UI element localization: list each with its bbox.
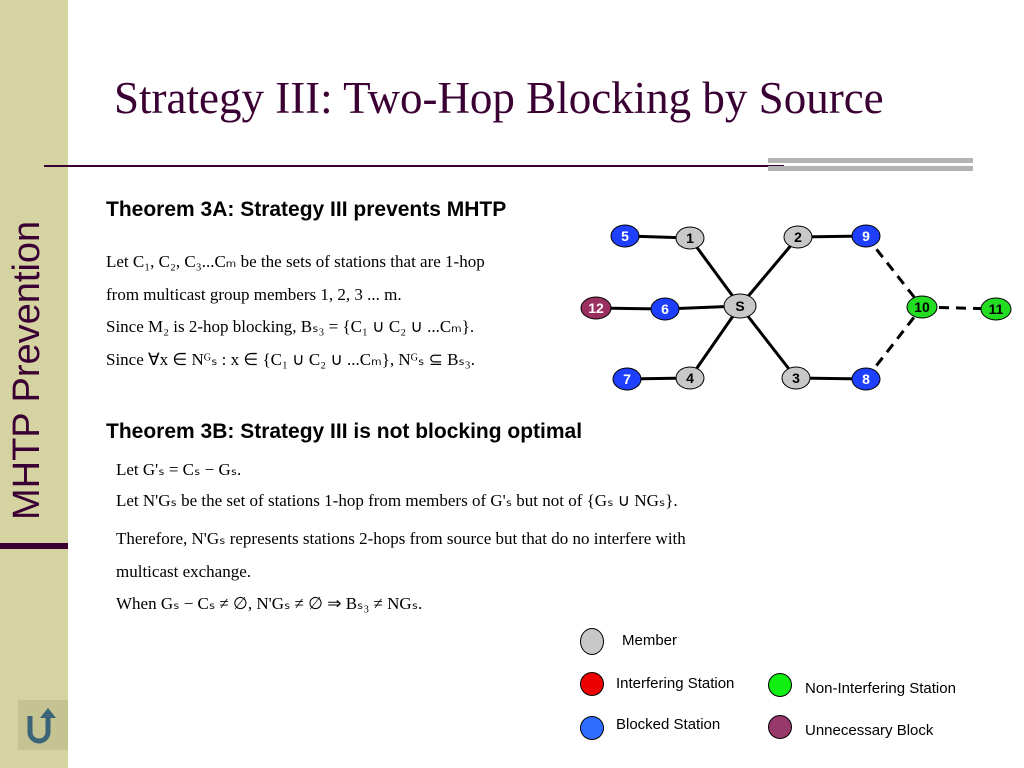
theorem-b-line-4: multicast exchange. <box>116 562 252 581</box>
node-8 <box>852 368 880 390</box>
node-6-label: 6 <box>661 301 669 317</box>
node-1 <box>676 227 704 249</box>
theorem-b-line-1: Let G'ₛ = Cₛ − Gₛ. <box>116 460 242 479</box>
theorem-a-line-1: Let C₁, C₂, C₃...Cₘ be the sets of stations that are 1-hop <box>106 252 485 271</box>
legend-unnecessary-dot <box>768 715 792 739</box>
legend-unnecessary-label: Unnecessary Block <box>805 722 934 739</box>
node-s <box>724 294 756 318</box>
theorem-b-heading: Theorem 3B: Strategy III is not blocking optimal <box>106 420 583 443</box>
legend-non-interfering-dot <box>768 673 792 697</box>
theorem-a-line-4: Since ∀x ∈ Nᴳₛ : x ∈ {C₁ ∪ C₂ ∪ ...Cₘ}, Nᴳₛ ⊆ Bₛ₃. <box>106 350 475 369</box>
node-5 <box>611 225 639 247</box>
node-4 <box>676 367 704 389</box>
node-10 <box>907 296 937 318</box>
node-7-label: 7 <box>623 371 631 387</box>
node-3 <box>782 367 810 389</box>
legend-member-dot <box>580 628 604 655</box>
theorem-a-line-3: Since M₂ is 2-hop blocking, Bₛ₃ = {C₁ ∪ C₂ ∪ ...Cₘ}. <box>106 317 475 336</box>
node-6 <box>651 298 679 320</box>
node-12-label: 12 <box>588 300 604 316</box>
legend-blocked-dot <box>580 716 604 740</box>
node-8-label: 8 <box>862 371 870 387</box>
edge-s-3 <box>740 306 796 378</box>
node-5-label: 5 <box>621 228 629 244</box>
legend-blocked-label: Blocked Station <box>616 716 721 733</box>
theorem-a-heading: Theorem 3A: Strategy III prevents MHTP <box>106 198 507 221</box>
node-9 <box>852 225 880 247</box>
edge-9-10 <box>866 236 922 307</box>
node-1-label: 1 <box>686 230 694 246</box>
node-9-label: 9 <box>862 228 870 244</box>
node-11-label: 11 <box>988 301 1004 317</box>
slide-title: Strategy III: Two-Hop Blocking by Source <box>114 73 884 123</box>
node-4-label: 4 <box>686 370 694 386</box>
theorem-a-line-2: from multicast group members 1, 2, 3 ... m. <box>106 285 402 304</box>
node-12 <box>581 297 611 319</box>
sidebar-title-text: MHTP Prevention <box>6 220 48 520</box>
node-s-label: S <box>735 298 745 314</box>
legend-interfering-label: Interfering Station <box>616 675 735 692</box>
theorem-b-line-5: When Gₛ − Cₛ ≠ ∅, N'Gₛ ≠ ∅ ⇒ Bₛ₃ ≠ NGₛ. <box>116 594 423 613</box>
theorem-b-line-3: Therefore, N'Gₛ represents stations 2-hops from source but that do no interfere with <box>116 529 686 548</box>
legend-interfering-dot <box>580 672 604 696</box>
edge-8-10 <box>866 307 922 379</box>
theorem-b-line-2: Let N'Gₛ be the set of stations 1-hop from members of G'ₛ but not of {Gₛ ∪ NGₛ}. <box>116 491 678 510</box>
legend-non-interfering-label: Non-Interfering Station <box>805 680 956 697</box>
node-2 <box>784 226 812 248</box>
node-11 <box>981 298 1011 320</box>
node-7 <box>613 368 641 390</box>
node-2-label: 2 <box>794 229 802 245</box>
legend-member-label: Member <box>622 632 678 649</box>
node-3-label: 3 <box>792 370 800 386</box>
node-10-label: 10 <box>914 299 930 315</box>
